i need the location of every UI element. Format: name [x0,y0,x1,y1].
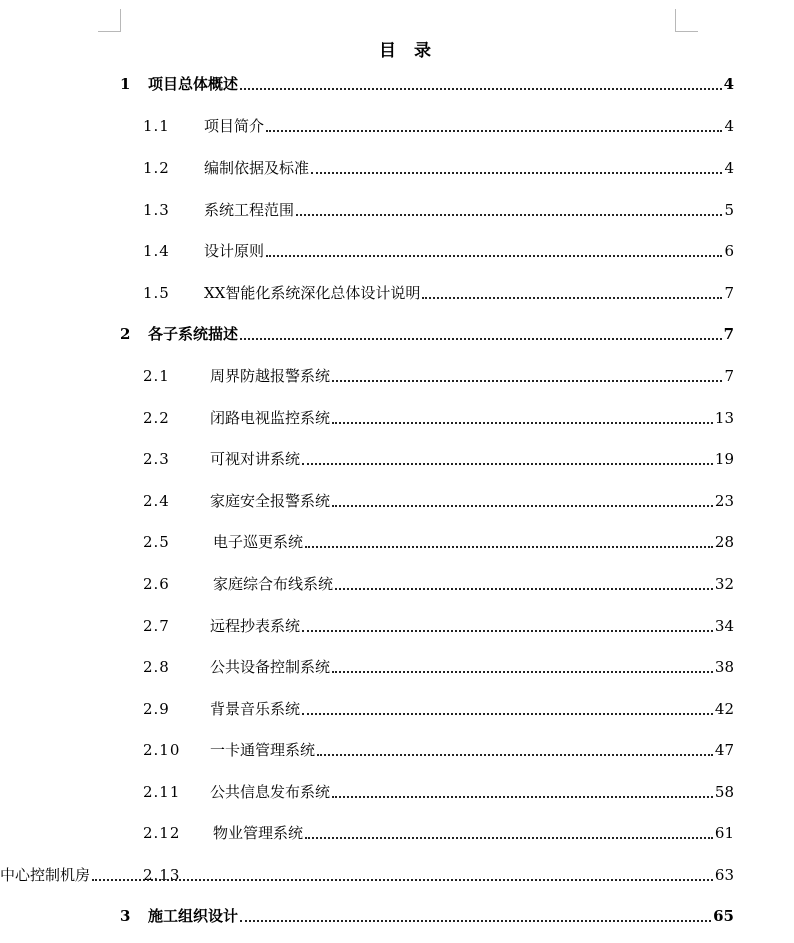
toc-entry-number: 2.9 [143,700,170,718]
toc-entry-number: 2.11 [143,783,181,801]
toc-entry-title: 中心控制机房 [0,866,91,884]
toc-entry-page: 58 [714,783,734,801]
toc-entry-title: 项目简介 [204,117,265,135]
toc-entry-number: 1.4 [143,242,170,260]
toc-entry-number: 2.5 [143,533,170,551]
toc-entry[interactable] [0,279,794,303]
toc-leader-dots [296,214,722,216]
toc-entry-title: 周界防越报警系统 [210,367,331,385]
toc-entry[interactable] [0,819,794,843]
toc-entry-number: 2.2 [143,409,170,427]
toc-entry-number: 2.12 [143,824,181,842]
toc-entry-number: 2.13 [143,866,181,884]
toc-entry[interactable] [0,902,794,926]
toc-entry-page: 6 [724,242,734,260]
toc-leader-dots [302,713,713,715]
toc-entry-title: 公共信息发布系统 [210,783,331,801]
toc-entry[interactable] [0,570,794,594]
toc-entry[interactable] [0,154,794,178]
toc-leader-dots [332,422,713,424]
crop-mark-top-left [98,9,121,32]
toc-leader-dots [302,463,713,465]
toc-entry-number: 2.10 [143,741,181,759]
toc-entry[interactable] [0,528,794,552]
toc-entry-title: 施工组织设计 [148,907,239,925]
toc-entry-page: 47 [714,741,734,759]
toc-entry[interactable] [0,320,794,344]
toc-entry-number: 3 [120,907,132,925]
toc-entry-number: 2.3 [143,450,170,468]
toc-entry-title: 家庭安全报警系统 [210,492,331,510]
toc-entry-number: 2.4 [143,492,170,510]
toc-entry-page: 28 [714,533,734,551]
toc-entry-page: 65 [713,907,734,925]
toc-entry-title: 背景音乐系统 [210,700,301,718]
toc-entry-title: 设计原则 [204,242,265,260]
toc-entry-title: 系统工程范围 [204,201,295,219]
toc-entry[interactable] [0,362,794,386]
toc-leader-dots [92,879,713,881]
toc-leader-dots [332,796,713,798]
toc-entry-page: 13 [714,409,734,427]
toc-entry[interactable] [0,778,794,802]
toc-entry-title: 可视对讲系统 [210,450,301,468]
toc-entry-page: 34 [714,617,734,635]
toc-entry-title: 远程抄表系统 [210,617,301,635]
toc-entry-page: 7 [724,367,734,385]
toc-entry-title: 各子系统描述 [148,325,239,343]
toc-entry[interactable] [0,404,794,428]
toc-entry-number: 2.1 [143,367,170,385]
toc-entry-page: 5 [724,201,734,219]
toc-entry-title: 电子巡更系统 [213,533,304,551]
toc-leader-dots [266,130,722,132]
toc-entry-page: 19 [714,450,734,468]
toc-leader-dots [335,588,713,590]
toc-entry-title: 公共设备控制系统 [210,658,331,676]
toc-entry-page: 4 [724,117,734,135]
toc-entry-page: 7 [723,325,734,343]
toc-leader-dots [240,920,711,922]
toc-leader-dots [332,380,722,382]
toc-entry-number: 1.2 [143,159,170,177]
toc-entry-title: 项目总体概述 [148,75,239,93]
toc-entry-number: 1.3 [143,201,170,219]
toc-entry-number: 1 [120,75,132,93]
toc-leader-dots [332,505,713,507]
toc-entry[interactable] [0,445,794,469]
toc-leader-dots [302,630,713,632]
toc-entry[interactable] [0,487,794,511]
toc-entry-page: 4 [723,75,734,93]
toc-entry-title: 物业管理系统 [213,824,304,842]
toc-entry[interactable] [0,237,794,261]
toc-leader-dots [305,546,713,548]
toc-title: 目 录 [379,41,437,61]
toc-entry[interactable] [0,70,794,94]
toc-entry-number: 1.1 [143,117,170,135]
toc-entry[interactable] [0,736,794,760]
toc-entry-page: 61 [714,824,734,842]
toc-entry-title: 闭路电视监控系统 [210,409,331,427]
toc-entry[interactable] [0,612,794,636]
crop-mark-top-right [675,9,698,32]
toc-entry-page: 23 [714,492,734,510]
toc-entry-page: 42 [714,700,734,718]
toc-entry[interactable] [0,695,794,719]
toc-leader-dots [240,88,722,90]
toc-leader-dots [332,671,713,673]
toc-entry-page: 38 [714,658,734,676]
toc-entry-number: 2 [120,325,132,343]
toc-entry-page: 32 [714,575,734,593]
toc-leader-dots [305,837,713,839]
toc-entry-title: XX智能化系统深化总体设计说明 [204,284,421,302]
toc-entry-page: 4 [724,159,734,177]
toc-entry-title: 编制依据及标准 [204,159,310,177]
toc-entry[interactable] [0,861,794,885]
toc-leader-dots [266,255,722,257]
toc-leader-dots [240,338,722,340]
toc-entry-title: 一卡通管理系统 [210,741,316,759]
toc-entry-page: 63 [714,866,734,884]
toc-entry[interactable] [0,653,794,677]
toc-entry-number: 2.6 [143,575,170,593]
toc-entry-title: 家庭综合布线系统 [213,575,334,593]
toc-entry[interactable] [0,112,794,136]
toc-leader-dots [317,754,713,756]
toc-leader-dots [422,297,722,299]
toc-leader-dots [311,172,722,174]
toc-entry-page: 7 [724,284,734,302]
toc-entry[interactable] [0,196,794,220]
toc-entry-number: 2.7 [143,617,170,635]
toc-entry-number: 1.5 [143,284,170,302]
toc-entry-number: 2.8 [143,658,170,676]
